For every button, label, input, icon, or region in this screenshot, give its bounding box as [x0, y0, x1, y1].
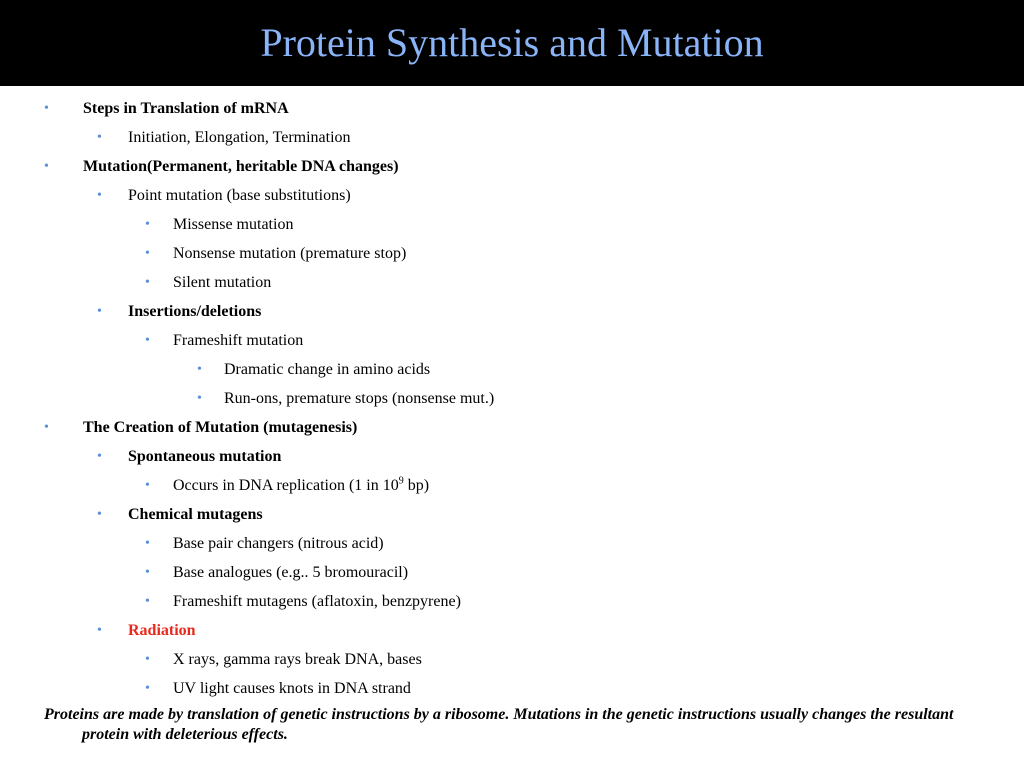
- bullet-icon: •: [145, 652, 150, 667]
- bullet-icon: •: [97, 130, 102, 145]
- bullet-icon: •: [44, 420, 49, 435]
- list-item-text-end: bp): [403, 477, 430, 494]
- list-item: [0, 297, 1024, 326]
- bullet-icon: •: [145, 565, 150, 580]
- list-item: [0, 268, 1024, 297]
- list-item: [0, 500, 1024, 529]
- list-item: [0, 152, 1024, 181]
- list-item-text: Chemical mutagens: [128, 506, 263, 523]
- slide-title: Protein Synthesis and Mutation: [260, 20, 764, 65]
- bullet-icon: •: [197, 362, 202, 377]
- list-item-text-start: Occurs in DNA replication (1 in 10: [173, 477, 399, 494]
- list-item: [0, 558, 1024, 587]
- list-item: [0, 326, 1024, 355]
- list-item: [0, 123, 1024, 152]
- bullet-icon: •: [145, 246, 150, 261]
- list-item-text: Mutation(Permanent, heritable DNA changes): [83, 158, 399, 175]
- list-item-text: Base pair changers (nitrous acid): [173, 535, 384, 552]
- bullet-icon: •: [145, 681, 150, 696]
- list-item-text: Missense mutation: [173, 216, 294, 233]
- list-item: [0, 355, 1024, 384]
- list-item-text: Base analogues (e.g.. 5 bromouracil): [173, 564, 409, 581]
- list-item-text: X rays, gamma rays break DNA, bases: [173, 651, 422, 668]
- list-item: [0, 587, 1024, 616]
- list-item-text: Frameshift mutation: [173, 332, 304, 349]
- bullet-icon: •: [145, 217, 150, 232]
- list-item: [0, 413, 1024, 442]
- bullet-icon: •: [97, 623, 102, 638]
- list-item-text: [173, 471, 429, 500]
- bullet-icon: •: [197, 391, 202, 406]
- list-item: [0, 384, 1024, 413]
- list-item: [0, 616, 1024, 645]
- bullet-icon: •: [97, 449, 102, 464]
- list-item: [0, 645, 1024, 674]
- bullet-icon: •: [145, 594, 150, 609]
- bullet-icon: •: [145, 536, 150, 551]
- list-item-text: Point mutation (base substitutions): [128, 187, 351, 204]
- exponent: 9: [398, 475, 404, 487]
- list-item-text: The Creation of Mutation (mutagenesis): [83, 419, 358, 436]
- list-item-text-highlight: Radiation: [128, 622, 196, 639]
- list-item: [0, 239, 1024, 268]
- list-item: [0, 442, 1024, 471]
- list-item-text: Steps in Translation of mRNA: [83, 100, 289, 117]
- list-item: [0, 529, 1024, 558]
- bullet-icon: •: [145, 478, 150, 493]
- list-item-text: Frameshift mutagens (aflatoxin, benzpyrene): [173, 593, 461, 610]
- list-item-text: Insertions/deletions: [128, 303, 262, 320]
- list-item: [0, 471, 1024, 500]
- list-item-text: UV light causes knots in DNA strand: [173, 680, 411, 697]
- bullet-list: [0, 94, 1024, 703]
- list-item-text: Spontaneous mutation: [128, 448, 282, 465]
- bullet-icon: •: [145, 333, 150, 348]
- list-item-text: Run-ons, premature stops (nonsense mut.): [224, 390, 495, 407]
- list-item: [0, 210, 1024, 239]
- list-item-text: Dramatic change in amino acids: [224, 361, 431, 378]
- bullet-icon: •: [44, 101, 49, 116]
- list-item-text: Silent mutation: [173, 274, 272, 291]
- bullet-icon: •: [44, 159, 49, 174]
- bullet-icon: •: [145, 275, 150, 290]
- bullet-icon: •: [97, 507, 102, 522]
- list-item: [0, 94, 1024, 123]
- bullet-icon: •: [97, 304, 102, 319]
- summary-note: Proteins are made by translation of genetic instructions by a ribosome. Mutations in the genetic instructions usually changes the resultant protein with deleterious effects.: [44, 706, 954, 743]
- list-item: [0, 181, 1024, 210]
- list-item-text: Nonsense mutation (premature stop): [173, 245, 407, 262]
- list-item: [0, 674, 1024, 703]
- list-item-text: Initiation, Elongation, Termination: [128, 129, 351, 146]
- bullet-icon: •: [97, 188, 102, 203]
